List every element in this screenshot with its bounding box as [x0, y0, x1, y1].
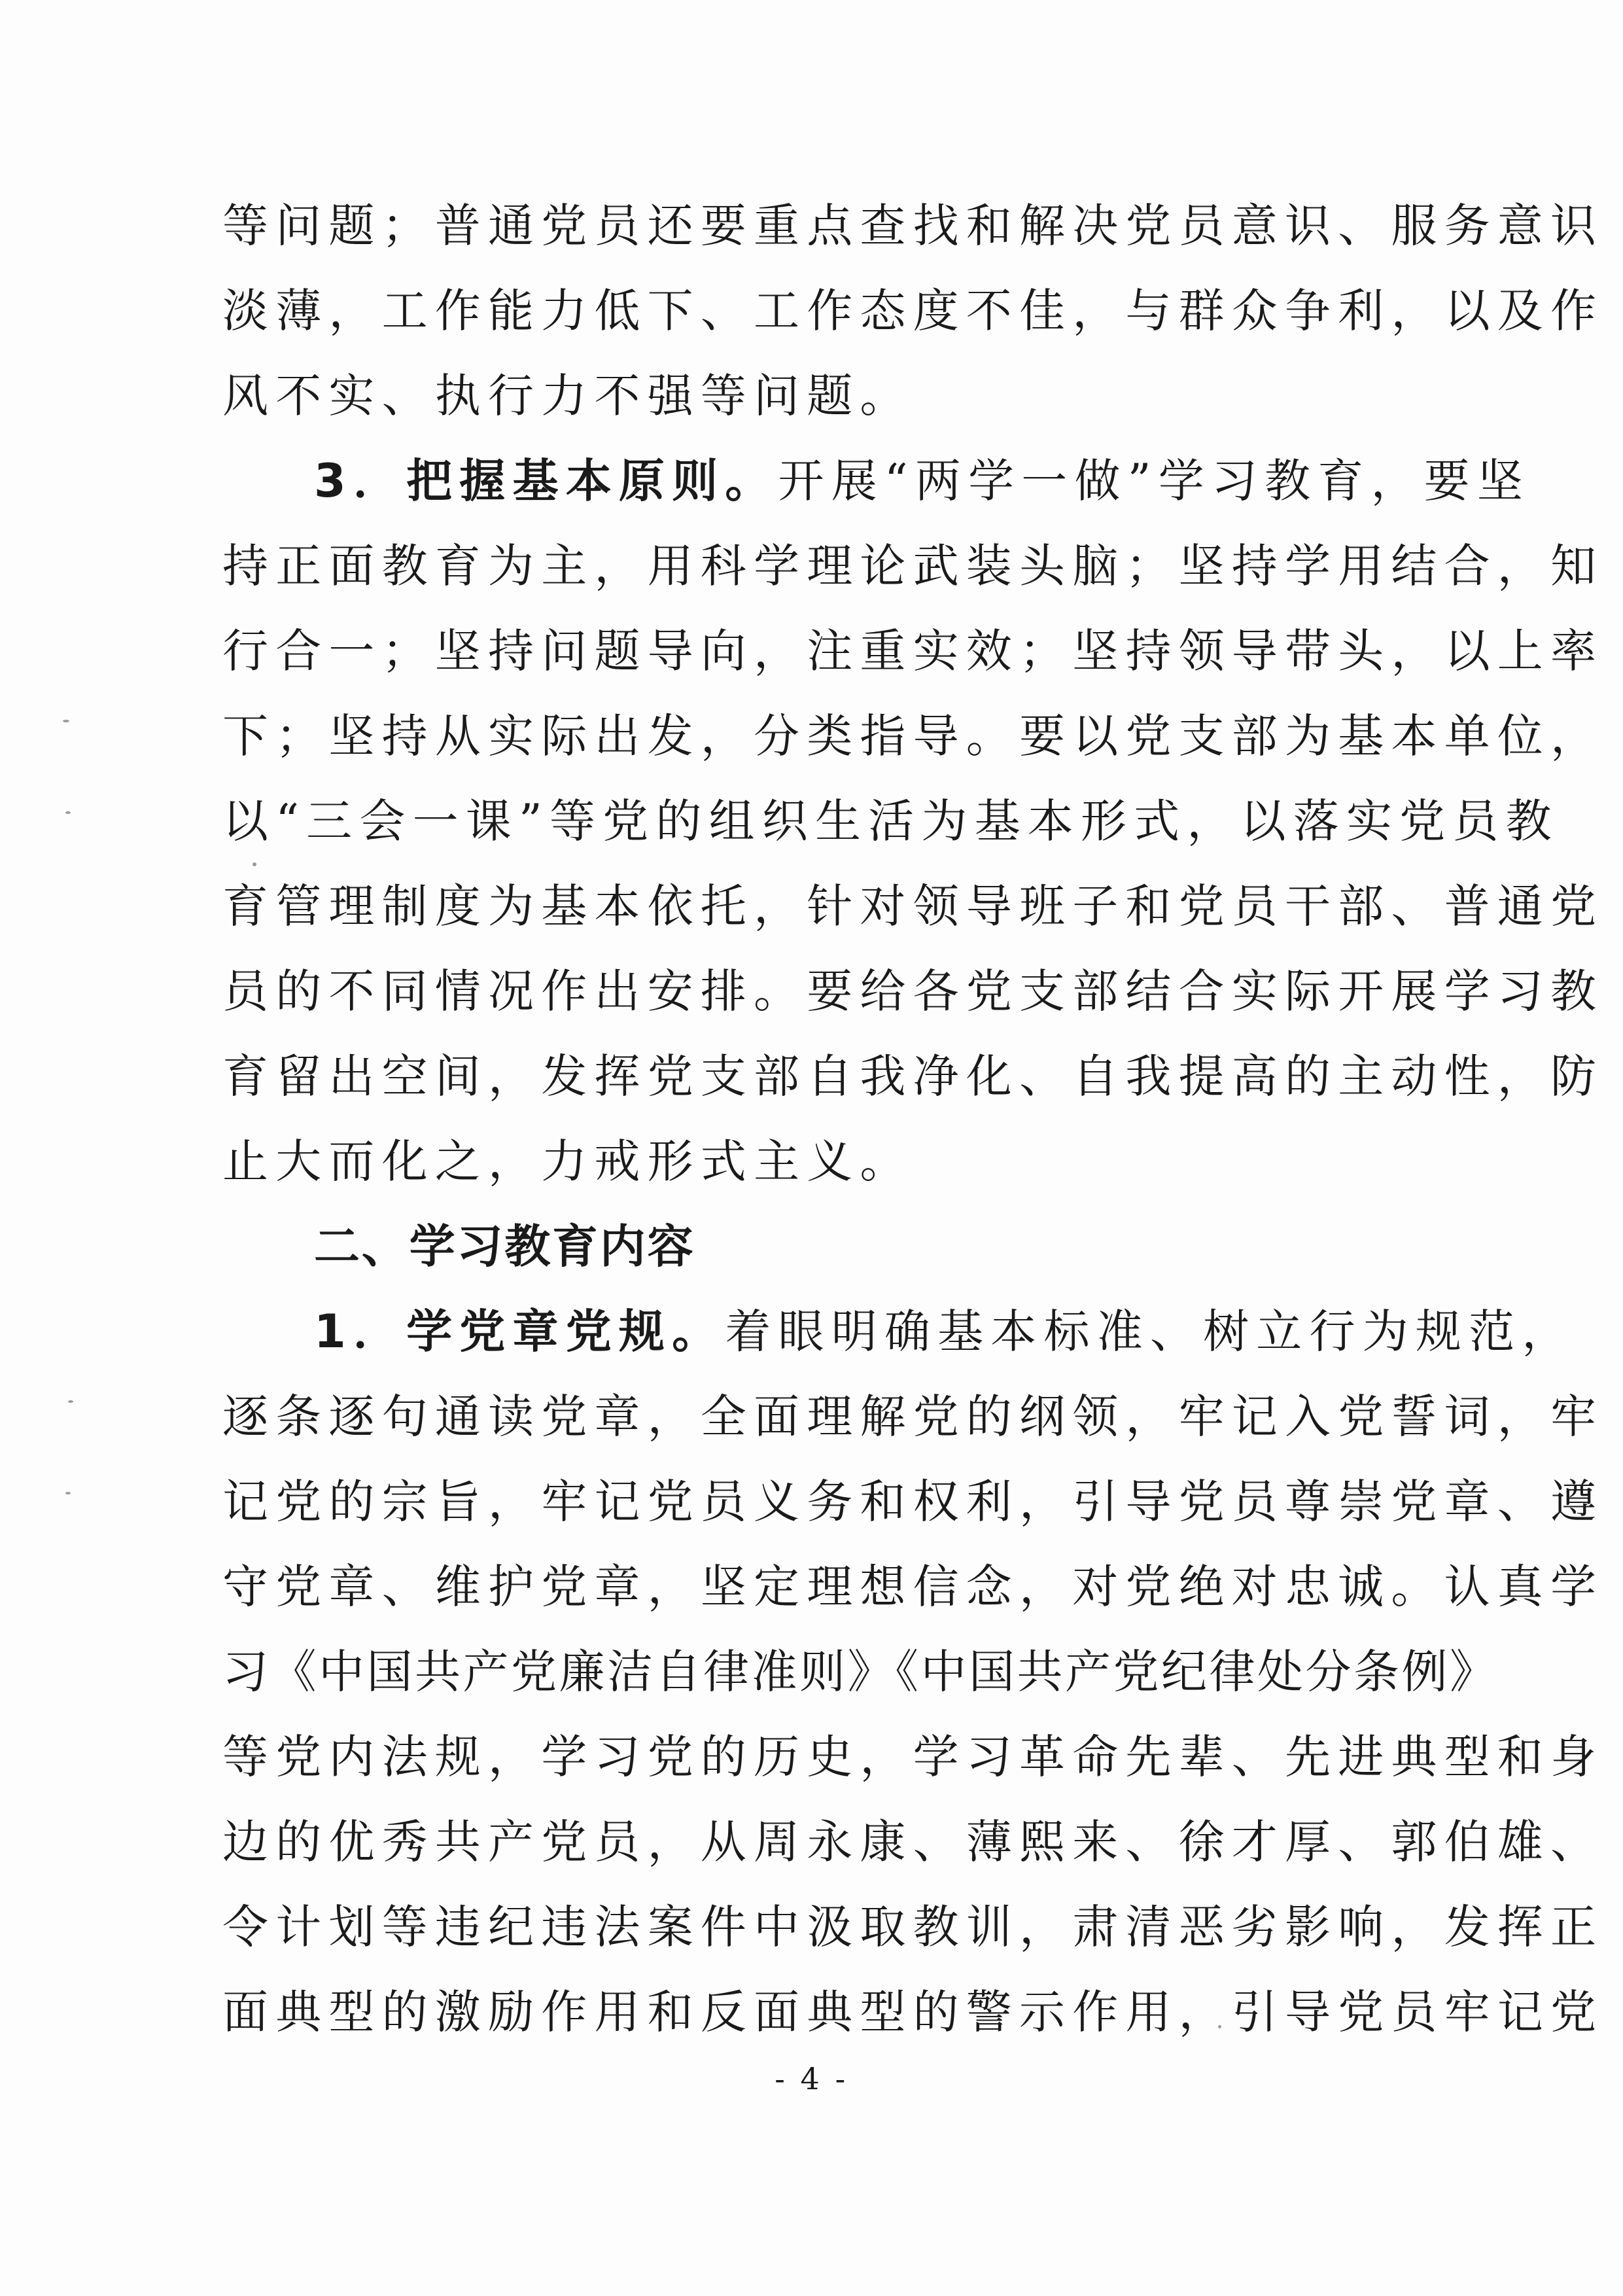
- text-line: 下；坚持从实际出发，分类指导。要以党支部为基本单位，: [222, 709, 1604, 763]
- text-line: 面典型的激励作用和反面典型的警示作用，引导党员牢记党: [222, 1985, 1604, 2039]
- text-line: 员的不同情况作出安排。要给各党支部结合实际开展学习教: [222, 964, 1604, 1018]
- text-line: 等问题；普通党员还要重点查找和解决党员意识、服务意识: [222, 199, 1604, 253]
- body-text: [222, 183, 1604, 2055]
- page-number: - 4 -: [775, 2061, 848, 2096]
- text-line: 行合一；坚持问题导向，注重实效；坚持领导带头，以上率: [222, 624, 1604, 678]
- text-line: 淡薄，工作能力低下、工作态度不佳，与群众争利，以及作: [222, 284, 1604, 338]
- scan-speck: [63, 720, 69, 722]
- text-line: 习《中国共产党廉洁自律准则》《中国共产党纪律处分条例》: [222, 1645, 1498, 1699]
- text-line: 等党内法规，学习党的历史，学习革命先辈、先进典型和身: [222, 1730, 1604, 1784]
- text-line: 令计划等违纪违法案件中汲取教训，肃清恶劣影响，发挥正: [222, 1900, 1604, 1954]
- scan-speck: [65, 811, 71, 814]
- section-1-text: 着眼明确基本标准、树立行为规范，: [725, 1305, 1575, 1358]
- text-line: 育留出空间，发挥党支部自我净化、自我提高的主动性，防: [222, 1050, 1604, 1103]
- section-3-text: 开展“两学一做”学习教育，要坚: [778, 454, 1531, 508]
- text-line: 记党的宗旨，牢记党员义务和权利，引导党员尊崇党章、遵: [222, 1475, 1604, 1528]
- text-line: 边的优秀共产党员，从周永康、薄熙来、徐才厚、郭伯雄、: [222, 1815, 1604, 1869]
- paragraph-start-section-3: [222, 438, 1531, 523]
- text-line: 以“三会一课”等党的组织生活为基本形式，以落实党员教: [222, 794, 1559, 848]
- text-line: 风不实、执行力不强等问题。: [222, 369, 913, 423]
- scan-speck: [68, 1400, 73, 1403]
- text-line: 逐条逐句通读党章，全面理解党的纲领，牢记入党誓词，牢: [222, 1390, 1604, 1443]
- scan-speck: [65, 1492, 71, 1494]
- text-line: 止大而化之，力戒形式主义。: [222, 1135, 913, 1188]
- section-1-title: 1．学党章党规。: [314, 1305, 725, 1358]
- text-line: 持正面教育为主，用科学理论武装头脑；坚持学用结合，知: [222, 539, 1604, 593]
- paragraph-start-section-1: [222, 1289, 1575, 1374]
- section-3-title: 3．把握基本原则。: [314, 454, 778, 508]
- section-heading-2: 二、学习教育内容: [314, 1220, 695, 1273]
- text-line: 育管理制度为基本依托，针对领导班子和党员干部、普通党: [222, 879, 1604, 933]
- text-line: 守党章、维护党章，坚定理想信念，对党绝对忠诚。认真学: [222, 1560, 1604, 1614]
